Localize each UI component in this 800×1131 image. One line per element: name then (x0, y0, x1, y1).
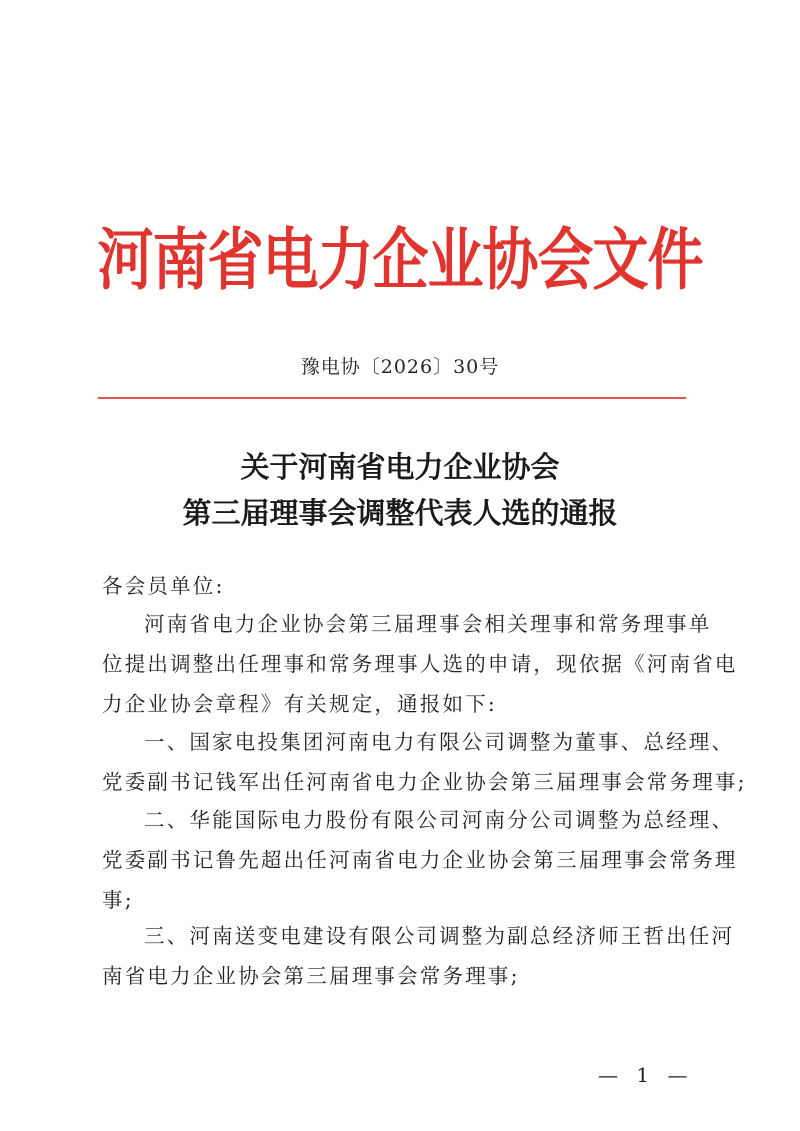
paragraph-line: 力企业协会章程》有关规定，通报如下: (102, 692, 498, 716)
paragraph-line: 党委副书记鲁先超出任河南省电力企业协会第三届理事会常务理 (102, 848, 738, 872)
paragraph-line: 南省电力企业协会第三届理事会常务理事; (102, 964, 520, 988)
document-header-title: 河南省电力企业协会文件 (97, 222, 703, 300)
paragraph-item-1 (102, 730, 747, 812)
red-divider-line (98, 397, 686, 399)
paragraph-intro (102, 612, 738, 734)
paragraph-item-2 (102, 808, 738, 930)
paragraph-line: 党委副书记钱军出任河南省电力企业协会第三届理事会常务理事; (102, 770, 747, 794)
notice-title-line-1: 关于河南省电力企业协会 (240, 450, 560, 484)
paragraph-line: 事; (102, 888, 134, 912)
paragraph-line: 河南省电力企业协会第三届理事会相关理事和常务理事单 (144, 612, 712, 636)
document-number: 豫电协〔2026〕30号 (300, 356, 500, 378)
paragraph-item-3 (102, 924, 735, 1006)
paragraph-line: 一、国家电投集团河南电力有限公司调整为董事、总经理、 (144, 730, 735, 754)
paragraph-line: 三、河南送变电建设有限公司调整为副总经济师王哲出任河 (144, 924, 735, 948)
paragraph-line: 二、华能国际电力股份有限公司河南分公司调整为总经理、 (144, 808, 735, 832)
notice-title-line-2: 第三届理事会调整代表人选的通报 (182, 496, 618, 530)
page-number: — 1 — (598, 1063, 694, 1087)
salutation: 各会员单位: (102, 574, 225, 598)
paragraph-line: 位提出调整出任理事和常务理事人选的申请，现依据《河南省电 (102, 652, 738, 676)
